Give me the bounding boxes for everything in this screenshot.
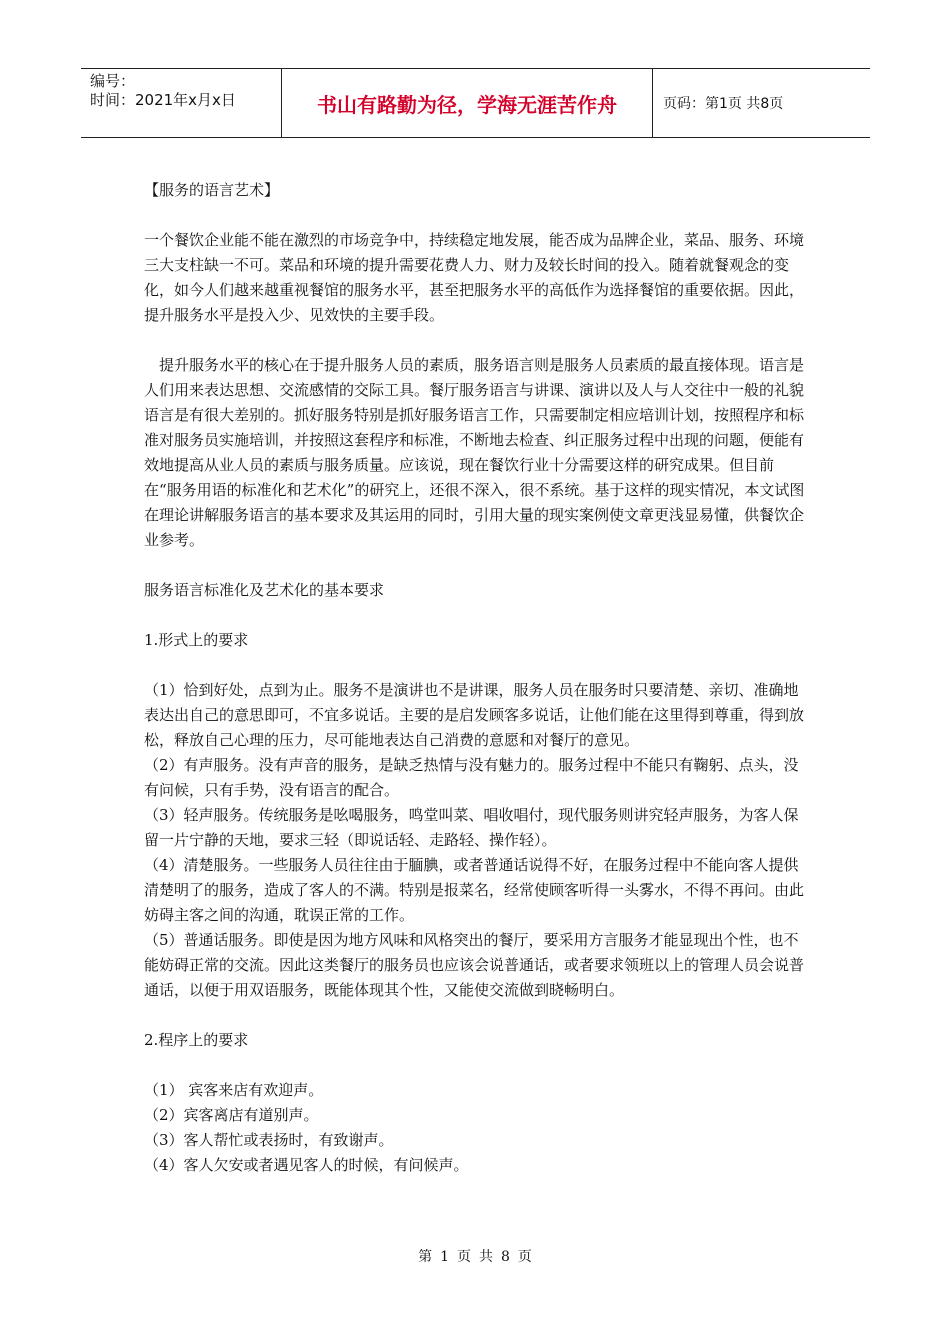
form-item-2: （2）有声服务。没有声音的服务，是缺乏热情与没有魅力的。服务过程中不能只有鞠躬、点头，没有问候，只有手势，没有语言的配合。 [144,756,799,799]
date-label: 时间：2021年x月x日 [90,91,236,109]
paragraph-core: 提升服务水平的核心在于提升服务人员的素质，服务语言则是服务人员素质的最直接体现。语言是人们用来表达思想、交流感情的交际工具。餐厅服务语言与讲课、演讲以及人与人交往中一般的礼貌语言是有很大差别的。抓好服务特别是抓好服务语言工作，只需要制定相应培训计划，按照程序和标准对服务员实施培训，并按照这套程序和标准，不断地去检查、纠正服务过程中出现的问题，便能有效地提高从业人员的素质与服务质量。应该说，现在餐饮行业十分需要这样的研究成果。但目前在“服务用语的标准化和艺术化”的研究上，还很不深入，很不系统。基于这样的现实情况，本文试图在理论讲解服务语言的基本要求及其运用的同时，引用大量的现实案例使文章更浅显易懂，供餐饮企业参考。 [144,356,805,549]
header-motto: 书山有路勤为径，学海无涯苦作舟 [282,69,653,137]
page-footer [0,1246,950,1266]
footer-total-unit: 页 [517,1249,532,1265]
document-body [144,178,808,1178]
form-item-5: （5）普通话服务。即使是因为地方风味和风格突出的餐厅，要采用方言服务才能显现出个性，也不能妨碍正常的交流。因此这类餐厅的服务员也应该会说普通话，或者要求领班以上的管理人员会说普通话，以便于用双语服务，既能体现其个性，又能使交流做到晓畅明白。 [144,931,805,999]
footer-total-prefix: 共 [479,1249,493,1265]
document-title: 【服务的语言艺术】 [144,181,280,199]
form-item-4: （4）清楚服务。一些服务人员往往由于腼腆，或者普通话说得不好，在服务过程中不能向客人提供清楚明了的服务，造成了客人的不满。特别是报菜名，经常使顾客听得一头雾水，不得不再问。由此妨碍主客之间的沟通，耽误正常的工作。 [144,856,805,924]
number-label: 编号： [90,72,136,90]
footer-page-prefix: 第 [418,1249,433,1265]
paragraph-intro: 一个餐饮企业能不能在激烈的市场竞争中，持续稳定地发展，能否成为品牌企业，菜品、服务、环境三大支柱缺一不可。菜品和环境的提升需要花费人力、财力及较长时间的投入。随着就餐观念的变化，如今人们越来越重视餐馆的服务水平，甚至把服务水平的高低作为选择餐馆的重要依据。因此，提升服务水平是投入少、见效快的主要手段。 [144,231,805,324]
procedure-item-2: （2）宾客离店有道别声。 [144,1106,319,1124]
subheading-form: 1.形式上的要求 [144,631,249,649]
header-info-cell [81,69,282,137]
footer-total-pages: 8 [501,1249,510,1265]
header-page-label: 页码：第1页 共8页 [663,96,784,112]
section-heading: 服务语言标准化及艺术化的基本要求 [144,581,385,599]
footer-page-unit: 页 [457,1249,471,1265]
procedure-item-4: （4）客人欠安或者遇见客人的时候，有问候声。 [144,1156,469,1174]
form-item-3: （3）轻声服务。传统服务是吆喝服务，鸣堂叫菜、唱收唱付，现代服务则讲究轻声服务，为客人保留一片宁静的天地，要求三轻（即说话轻、走路轻、操作轻）。 [144,806,799,849]
procedure-item-3: （3）客人帮忙或表扬时，有致谢声。 [144,1131,394,1149]
document-header [81,68,870,138]
subheading-procedure: 2.程序上的要求 [144,1031,249,1049]
procedure-item-1: （1） 宾客来店有欢迎声。 [144,1081,324,1099]
footer-current-page: 1 [440,1249,449,1265]
form-item-1: （1）恰到好处，点到为止。服务不是演讲也不是讲课，服务人员在服务时只要清楚、亲切、准确地表达出自己的意思即可，不宜多说话。主要的是启发顾客多说话，让他们能在这里得到尊重，得到放松，释放自己心理的压力，尽可能地表达自己消费的意愿和对餐厅的意见。 [144,681,805,749]
